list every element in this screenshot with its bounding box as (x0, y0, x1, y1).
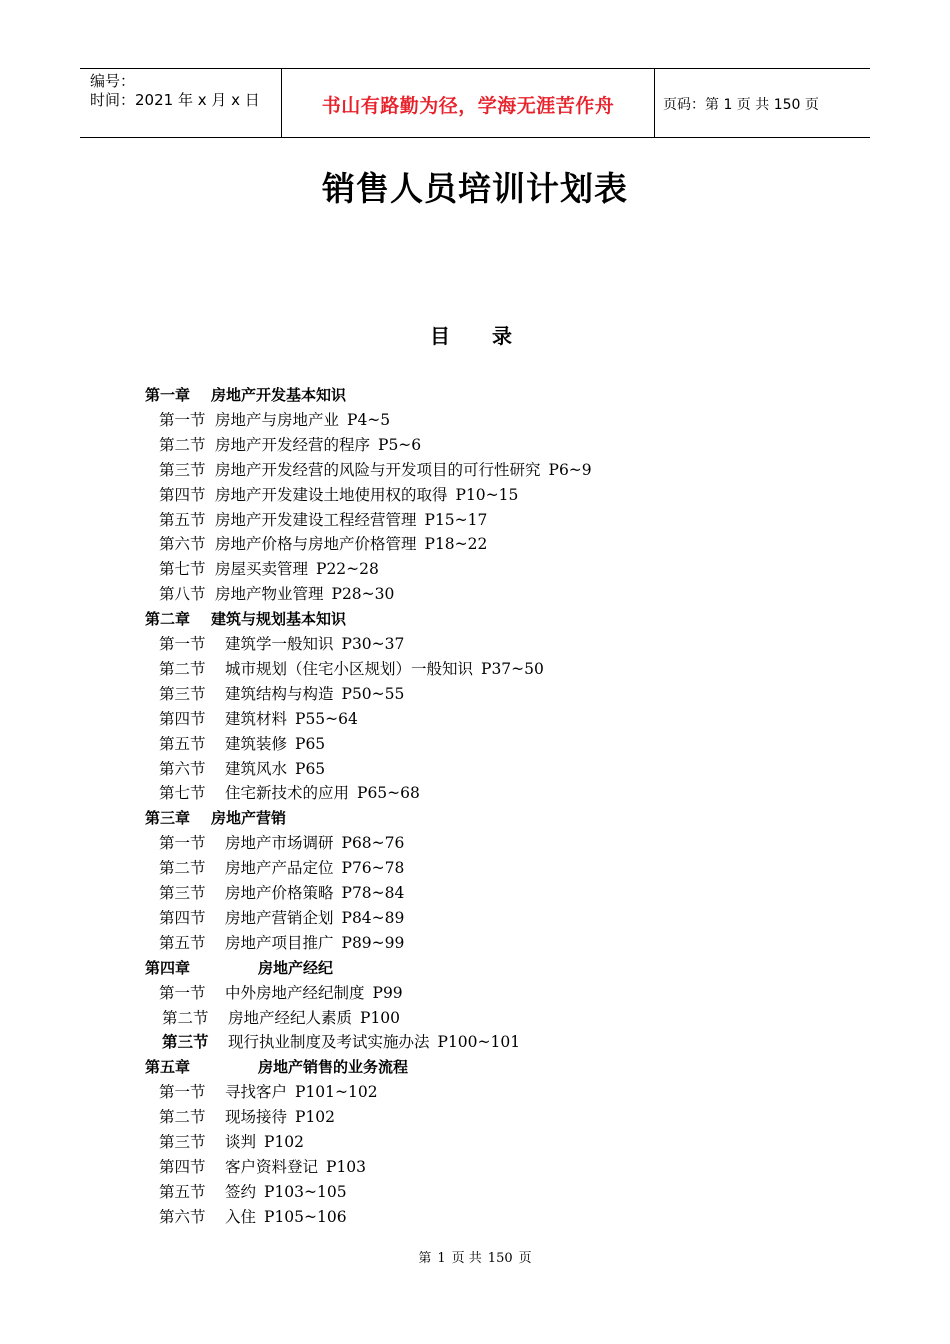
toc-section (159, 657, 544, 682)
toc-section-pages: P103 (326, 1157, 367, 1176)
toc-section-title: 建筑结构与构造 (225, 684, 334, 703)
toc-heading (430, 320, 512, 349)
toc-section-title: 房地产项目推广 (225, 933, 334, 952)
toc-section-title: 房地产市场调研 (225, 834, 334, 853)
toc-section-title: 客户资料登记 (225, 1157, 319, 1176)
toc-section-label: 第四节 (159, 485, 206, 504)
toc-section-label: 第五节 (159, 933, 206, 952)
toc-section (159, 508, 487, 533)
toc-section-title: 城市规划（住宅小区规划）一般知识 (225, 659, 474, 678)
toc-chapter (145, 383, 346, 408)
toc-section-label: 第三节 (159, 460, 206, 479)
toc-section (159, 881, 404, 906)
toc-chapter-title: 房地产开发基本知识 (211, 386, 347, 404)
toc-section-label: 第二节 (159, 859, 206, 878)
toc-section-label: 第五节 (159, 734, 206, 753)
toc-section-label: 第五节 (159, 510, 206, 529)
toc-section-label: 第二节 (159, 659, 206, 678)
toc-section-pages: P50~55 (341, 684, 405, 703)
toc-section-title: 房地产与房地产业 (215, 410, 340, 429)
toc-section (159, 981, 403, 1006)
toc-section-label: 第四节 (159, 1157, 206, 1176)
toc-section-pages: P65 (295, 759, 326, 778)
toc-section-label: 第七节 (159, 784, 206, 803)
toc-section-title: 房地产价格与房地产价格管理 (215, 535, 417, 554)
toc-section-label: 第六节 (159, 759, 206, 778)
toc-section-pages: P37~50 (481, 659, 544, 678)
toc-chapter-title: 房地产销售的业务流程 (258, 1058, 409, 1077)
toc-section-pages: P5~6 (378, 435, 422, 454)
toc-section-title: 中外房地产经纪制度 (225, 983, 365, 1002)
toc-section-label: 第三节 (159, 884, 206, 902)
toc-section (159, 532, 487, 557)
toc-section-pages: P101~102 (295, 1083, 378, 1102)
toc-section (159, 831, 404, 856)
toc-section (159, 582, 394, 607)
document-title: 销售人员培训计划表 (322, 169, 628, 208)
toc-section-label: 第一节 (159, 834, 206, 853)
toc-chapter (145, 607, 346, 632)
toc-section-title: 建筑装修 (225, 734, 288, 753)
toc-heading-char-2: 录 (492, 324, 512, 348)
toc-section-title: 房地产开发经营的风险与开发项目的可行性研究 (215, 460, 541, 479)
toc-section-pages: P76~78 (341, 859, 405, 878)
toc-section-label: 第七节 (159, 560, 206, 579)
toc-section-title: 房地产开发建设土地使用权的取得 (215, 485, 448, 504)
toc-section-title: 房地产价格策略 (225, 884, 334, 902)
toc-section-label: 第八节 (159, 585, 206, 604)
toc-section (159, 732, 325, 757)
document-time-label: 时间：2021 年 x 月 x 日 (90, 91, 260, 109)
toc-section (159, 682, 404, 707)
toc-section-title: 房地产产品定位 (225, 859, 334, 878)
toc-section-title: 房地产营销企划 (225, 908, 334, 927)
header-meta-cell (80, 69, 282, 137)
toc-chapter (145, 956, 333, 981)
toc-section-title: 建筑学一般知识 (225, 635, 334, 653)
footer-mid: 页 共 (451, 1251, 482, 1266)
toc-section (159, 483, 518, 508)
toc-section-title: 谈判 (225, 1133, 257, 1151)
toc-section (159, 1205, 347, 1230)
toc-chapter-title: 房地产经纪 (258, 958, 334, 977)
toc-section-pages: P30~37 (341, 635, 405, 653)
toc-section-pages: P102 (264, 1133, 305, 1151)
header-motto: 书山有路勤为径，学海无涯苦作舟 (321, 95, 615, 117)
toc-section (159, 931, 404, 956)
toc-section-label: 第六节 (159, 535, 206, 554)
toc-section-label: 第一节 (159, 983, 206, 1002)
toc-chapter-label: 第二章 (145, 610, 191, 629)
toc-section-title: 建筑风水 (225, 759, 288, 778)
toc-heading-char-1: 目 (430, 324, 450, 348)
toc-section-title: 现行执业制度及考试实施办法 (228, 1033, 430, 1052)
toc-section-title: 签约 (225, 1182, 257, 1201)
toc-section-label: 第三节 (162, 1033, 209, 1052)
header-page-info: 页码：第 1 页 共 150 页 (663, 97, 819, 113)
toc-section-pages: P84~89 (341, 908, 405, 927)
toc-section-label: 第三节 (159, 1133, 206, 1151)
toc-section-pages: P15~17 (424, 510, 488, 529)
toc-section-label: 第二节 (162, 1008, 209, 1027)
toc-section-pages: P68~76 (341, 834, 405, 853)
toc-section (159, 1130, 304, 1155)
document-number-label: 编号： (90, 72, 136, 90)
toc-section-pages: P55~64 (295, 709, 358, 728)
toc-section (159, 433, 421, 458)
toc-section-pages: P100 (360, 1008, 401, 1027)
toc-section (159, 781, 420, 806)
page-header (80, 68, 870, 138)
toc-section-label: 第一节 (159, 1083, 206, 1102)
toc-section-title: 入住 (225, 1207, 257, 1226)
toc-section-pages: P78~84 (341, 884, 405, 902)
toc-section (162, 1030, 520, 1055)
toc-section-pages: P28~30 (331, 585, 395, 604)
toc-section-label: 第一节 (159, 410, 206, 429)
toc-section-title: 住宅新技术的应用 (225, 784, 350, 803)
toc-chapter (145, 806, 286, 831)
toc-section (159, 458, 592, 483)
toc-section (159, 1155, 366, 1180)
toc-section-title: 房地产物业管理 (215, 585, 324, 604)
toc-chapter-title: 房地产营销 (211, 809, 287, 828)
toc-chapter (145, 1055, 408, 1080)
toc-section-label: 第六节 (159, 1207, 206, 1226)
toc-chapter-title: 建筑与规划基本知识 (211, 610, 347, 629)
toc-chapter-label: 第三章 (145, 809, 191, 828)
toc-section-pages: P6~9 (548, 460, 592, 479)
toc-section-pages: P10~15 (455, 485, 519, 504)
toc-chapter-label: 第四章 (145, 958, 191, 977)
toc-section-pages: P22~28 (316, 560, 379, 579)
toc-section-label: 第四节 (159, 908, 206, 927)
footer-page-number: 1 (437, 1251, 446, 1266)
toc-section-pages: P18~22 (424, 535, 488, 554)
header-motto-cell (282, 69, 655, 137)
footer-suffix: 页 (518, 1251, 532, 1266)
toc-section-label: 第四节 (159, 709, 206, 728)
toc-section-pages: P103~105 (264, 1182, 347, 1201)
footer-total-pages: 150 (487, 1251, 513, 1266)
toc-section-label: 第五节 (159, 1182, 206, 1201)
toc-section-title: 现场接待 (225, 1108, 288, 1127)
toc-section (159, 906, 404, 931)
toc-section (159, 1105, 335, 1130)
toc-section (159, 1180, 347, 1205)
toc-section (159, 632, 404, 657)
toc-section (159, 408, 390, 433)
toc-section-pages: P4~5 (347, 410, 391, 429)
toc-section-pages: P99 (372, 983, 403, 1002)
toc-section-label: 第二节 (159, 435, 206, 454)
footer-prefix: 第 (418, 1251, 432, 1266)
toc-section-pages: P89~99 (341, 933, 405, 952)
toc-section-title: 房地产经纪人素质 (228, 1008, 353, 1027)
toc-section (159, 757, 325, 782)
toc-section-pages: P65 (295, 734, 326, 753)
toc-section-title: 房屋买卖管理 (215, 560, 309, 579)
toc-section-pages: P105~106 (264, 1207, 347, 1226)
header-page-cell (655, 69, 870, 137)
toc-section-title: 房地产开发建设工程经营管理 (215, 510, 417, 529)
toc-section (159, 557, 379, 582)
toc-section-title: 建筑材料 (225, 709, 288, 728)
toc-chapter-label: 第五章 (145, 1058, 191, 1077)
toc-section (159, 856, 404, 881)
toc-section-title: 寻找客户 (225, 1083, 288, 1102)
toc-section (159, 1080, 378, 1105)
toc-section-title: 房地产开发经营的程序 (215, 435, 371, 454)
toc-section-label: 第三节 (159, 684, 206, 703)
toc-section (159, 707, 358, 732)
toc-section (162, 1006, 400, 1031)
toc-section-pages: P65~68 (357, 784, 420, 803)
toc-section-pages: P102 (295, 1108, 336, 1127)
toc-section-pages: P100~101 (437, 1033, 521, 1052)
page-footer (0, 1247, 950, 1266)
toc-chapter-label: 第一章 (145, 386, 191, 404)
toc-section-label: 第一节 (159, 635, 206, 653)
toc-section-label: 第二节 (159, 1108, 206, 1127)
